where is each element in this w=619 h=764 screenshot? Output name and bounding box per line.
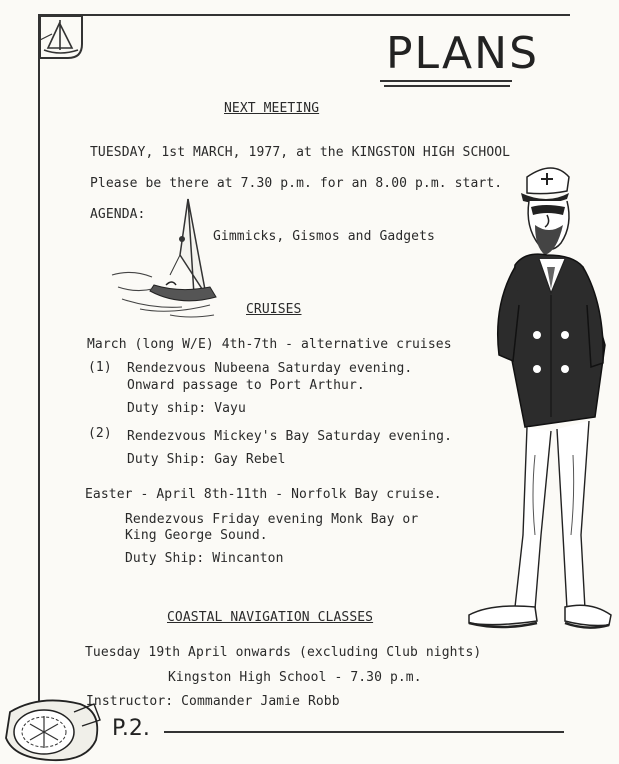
option-2-line-1: Rendezvous Mickey's Bay Saturday evening. (127, 429, 452, 444)
cruises-heading: CRUISES (246, 302, 302, 317)
navigation-venue-line: Kingston High School - 7.30 p.m. (168, 670, 422, 685)
option-1-number: (1) (88, 360, 112, 375)
option-1-line-2: Onward passage to Port Arthur. (127, 378, 365, 393)
easter-detail-line-1: Rendezvous Friday evening Monk Bay or (125, 512, 419, 527)
left-border-line (38, 14, 40, 704)
page-number: P.2. (112, 716, 150, 741)
title-underline-second (384, 85, 510, 87)
sailboat-logo-icon (38, 14, 84, 60)
option-1-line-1: Rendezvous Nubeena Saturday evening. (127, 361, 413, 376)
compass-illustration (0, 690, 110, 764)
meeting-date-line: TUESDAY, 1st MARCH, 1977, at the KINGSTON HIGH SCHOOL (90, 145, 511, 160)
meeting-time-line: Please be there at 7.30 p.m. for an 8.00 p.m. start. (90, 176, 503, 191)
option-1-duty-ship: Duty ship: Vayu (127, 401, 246, 416)
navigation-instructor-line: Instructor: Commander Jamie Robb (86, 694, 340, 709)
option-2-duty-ship: Duty Ship: Gay Rebel (127, 452, 286, 467)
agenda-label: AGENDA: (90, 207, 146, 222)
title-underline (380, 80, 512, 82)
captain-cartoon-illustration (455, 155, 615, 635)
next-meeting-heading: NEXT MEETING (224, 101, 320, 116)
navigation-schedule-line: Tuesday 19th April onwards (excluding Club nights) (85, 645, 482, 660)
easter-duty-ship: Duty Ship: Wincanton (125, 551, 284, 566)
page-title: PLANS (386, 28, 539, 79)
option-2-number: (2) (88, 426, 112, 441)
agenda-item: Gimmicks, Gismos and Gadgets (213, 229, 435, 244)
sailing-dinghy-illustration (110, 195, 222, 325)
easter-detail-line-2: King George Sound. (125, 528, 268, 543)
march-cruise-line: March (long W/E) 4th-7th - alternative cruises (87, 337, 452, 352)
easter-cruise-line: Easter - April 8th-11th - Norfolk Bay cruise. (85, 487, 442, 502)
bottom-border-line (164, 731, 564, 733)
navigation-classes-heading: COASTAL NAVIGATION CLASSES (167, 610, 374, 625)
top-border-line (40, 14, 570, 16)
